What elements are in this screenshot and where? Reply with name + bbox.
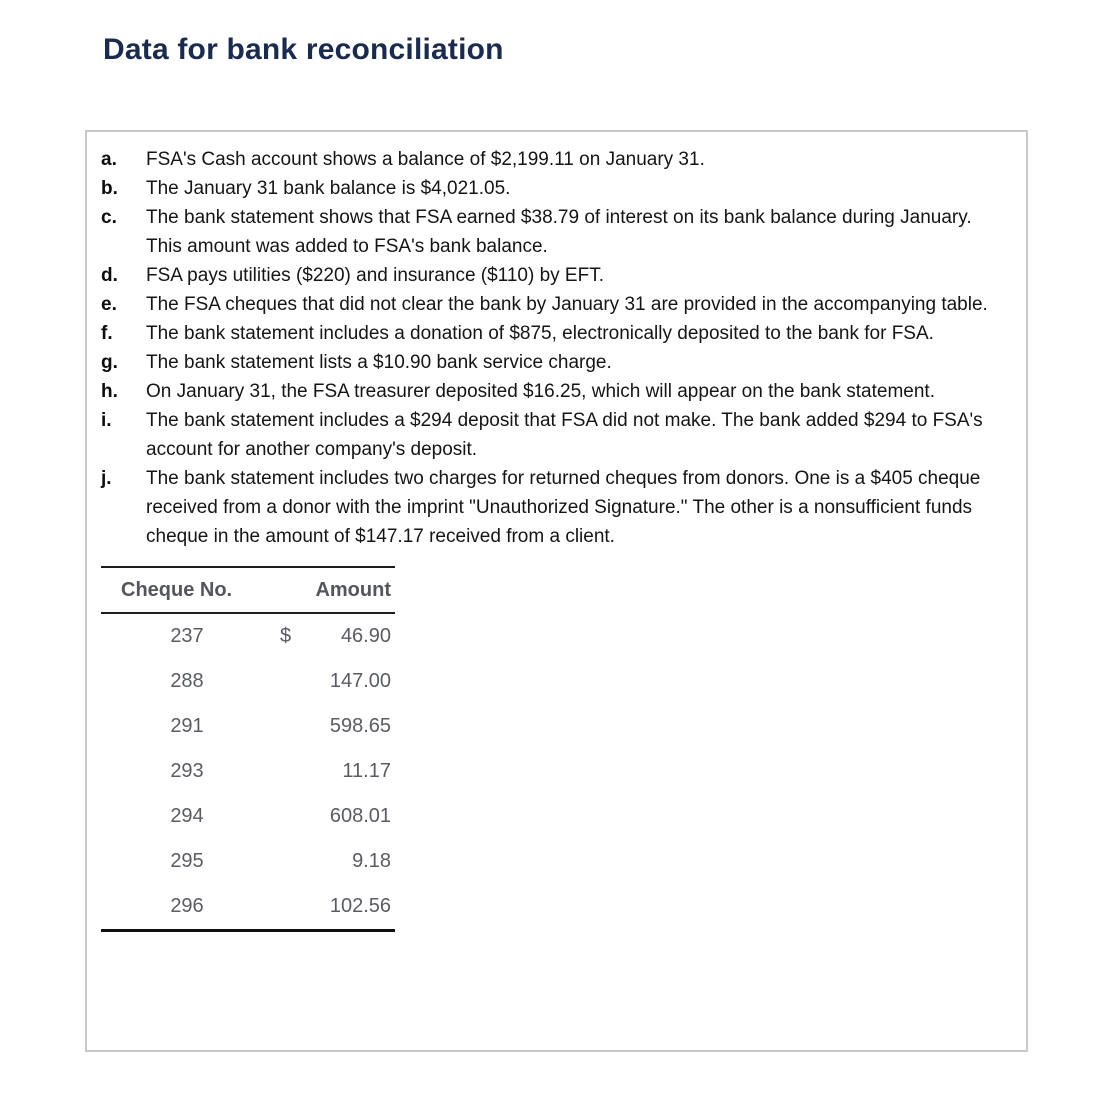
list-item-d: [101, 261, 1012, 290]
item-label: b.: [101, 178, 118, 199]
amount-cell: [253, 670, 395, 693]
amount-value: 608.01: [329, 805, 391, 827]
item-label: d.: [101, 265, 118, 286]
cheque-no-cell: 295: [170, 850, 204, 872]
amount-cell: [253, 850, 395, 873]
list-item-f: [101, 319, 1012, 348]
dollar-sign: $: [280, 625, 292, 647]
table-row: [101, 839, 395, 884]
cheque-no-cell: 288: [170, 670, 204, 692]
table-row: [101, 884, 395, 929]
list-item-e: [101, 290, 1012, 319]
amount-value: 46.90: [340, 625, 391, 647]
item-text: The FSA cheques that did not clear the bank by January 31 are provided in the accompanying table.: [146, 294, 988, 315]
item-label: j.: [101, 468, 112, 489]
table-row: [101, 659, 395, 704]
cheques-table: [101, 566, 395, 932]
column-header-cheque-no: Cheque No.: [121, 578, 233, 601]
item-text: The bank statement includes a donation of $875, electronically deposited to the bank for FSA.: [146, 323, 934, 344]
table-row: [101, 749, 395, 794]
list-item-h: [101, 377, 1012, 406]
item-text: On January 31, the FSA treasurer deposited $16.25, which will appear on the bank statement.: [146, 381, 935, 402]
list-item-i: [101, 406, 1012, 464]
amount-cell: [253, 715, 395, 738]
column-header-amount: Amount: [315, 578, 391, 601]
item-text: The bank statement includes two charges for returned cheques from donors. One is a $405 cheque received from a donor with the imprint "Unauthorized Signature." The other is a nonsufficient funds cheque in the amount of $147.17 received from a client.: [146, 468, 981, 547]
table-row: [101, 704, 395, 749]
cheque-no-cell: 296: [170, 895, 204, 917]
item-text: The January 31 bank balance is $4,021.05.: [146, 178, 511, 199]
table-header-row: [101, 568, 395, 614]
cheque-no-cell: 294: [170, 805, 204, 827]
amount-value: 598.65: [329, 715, 391, 737]
amount-value: 102.56: [329, 895, 391, 917]
list-item-j: [101, 464, 1012, 551]
item-label: e.: [101, 294, 117, 315]
page-title: Data for bank reconciliation: [103, 33, 504, 66]
list-item-a: [101, 145, 1012, 174]
item-text: FSA's Cash account shows a balance of $2,199.11 on January 31.: [146, 149, 705, 170]
amount-cell: [253, 625, 395, 648]
item-label: a.: [101, 149, 117, 170]
item-label: h.: [101, 381, 118, 402]
amount-value: 9.18: [352, 850, 391, 872]
item-text: The bank statement lists a $10.90 bank service charge.: [146, 352, 612, 373]
list-item-b: [101, 174, 1012, 203]
cheque-no-cell: 293: [170, 760, 204, 782]
amount-value: 11.17: [342, 760, 391, 782]
table-row: [101, 794, 395, 839]
item-label: f.: [101, 323, 113, 344]
item-label: c.: [101, 207, 117, 228]
item-text: The bank statement shows that FSA earned $38.79 of interest on its bank balance during January. This amount was added to FSA's bank balance.: [146, 207, 972, 257]
content-box: [85, 130, 1028, 1052]
list-item-g: [101, 348, 1012, 377]
cheque-no-cell: 291: [170, 715, 204, 737]
amount-cell: [253, 760, 395, 783]
item-text: The bank statement includes a $294 deposit that FSA did not make. The bank added $294 to FSA's account for another company's deposit.: [146, 410, 983, 460]
list-item-c: [101, 203, 1012, 261]
amount-cell: [253, 895, 395, 918]
cheque-no-cell: 237: [170, 625, 204, 647]
item-label: g.: [101, 352, 118, 373]
item-text: FSA pays utilities ($220) and insurance ($110) by EFT.: [146, 265, 604, 286]
table-row: [101, 614, 395, 659]
amount-value: 147.00: [329, 670, 391, 692]
item-label: i.: [101, 410, 112, 431]
amount-cell: [253, 805, 395, 828]
